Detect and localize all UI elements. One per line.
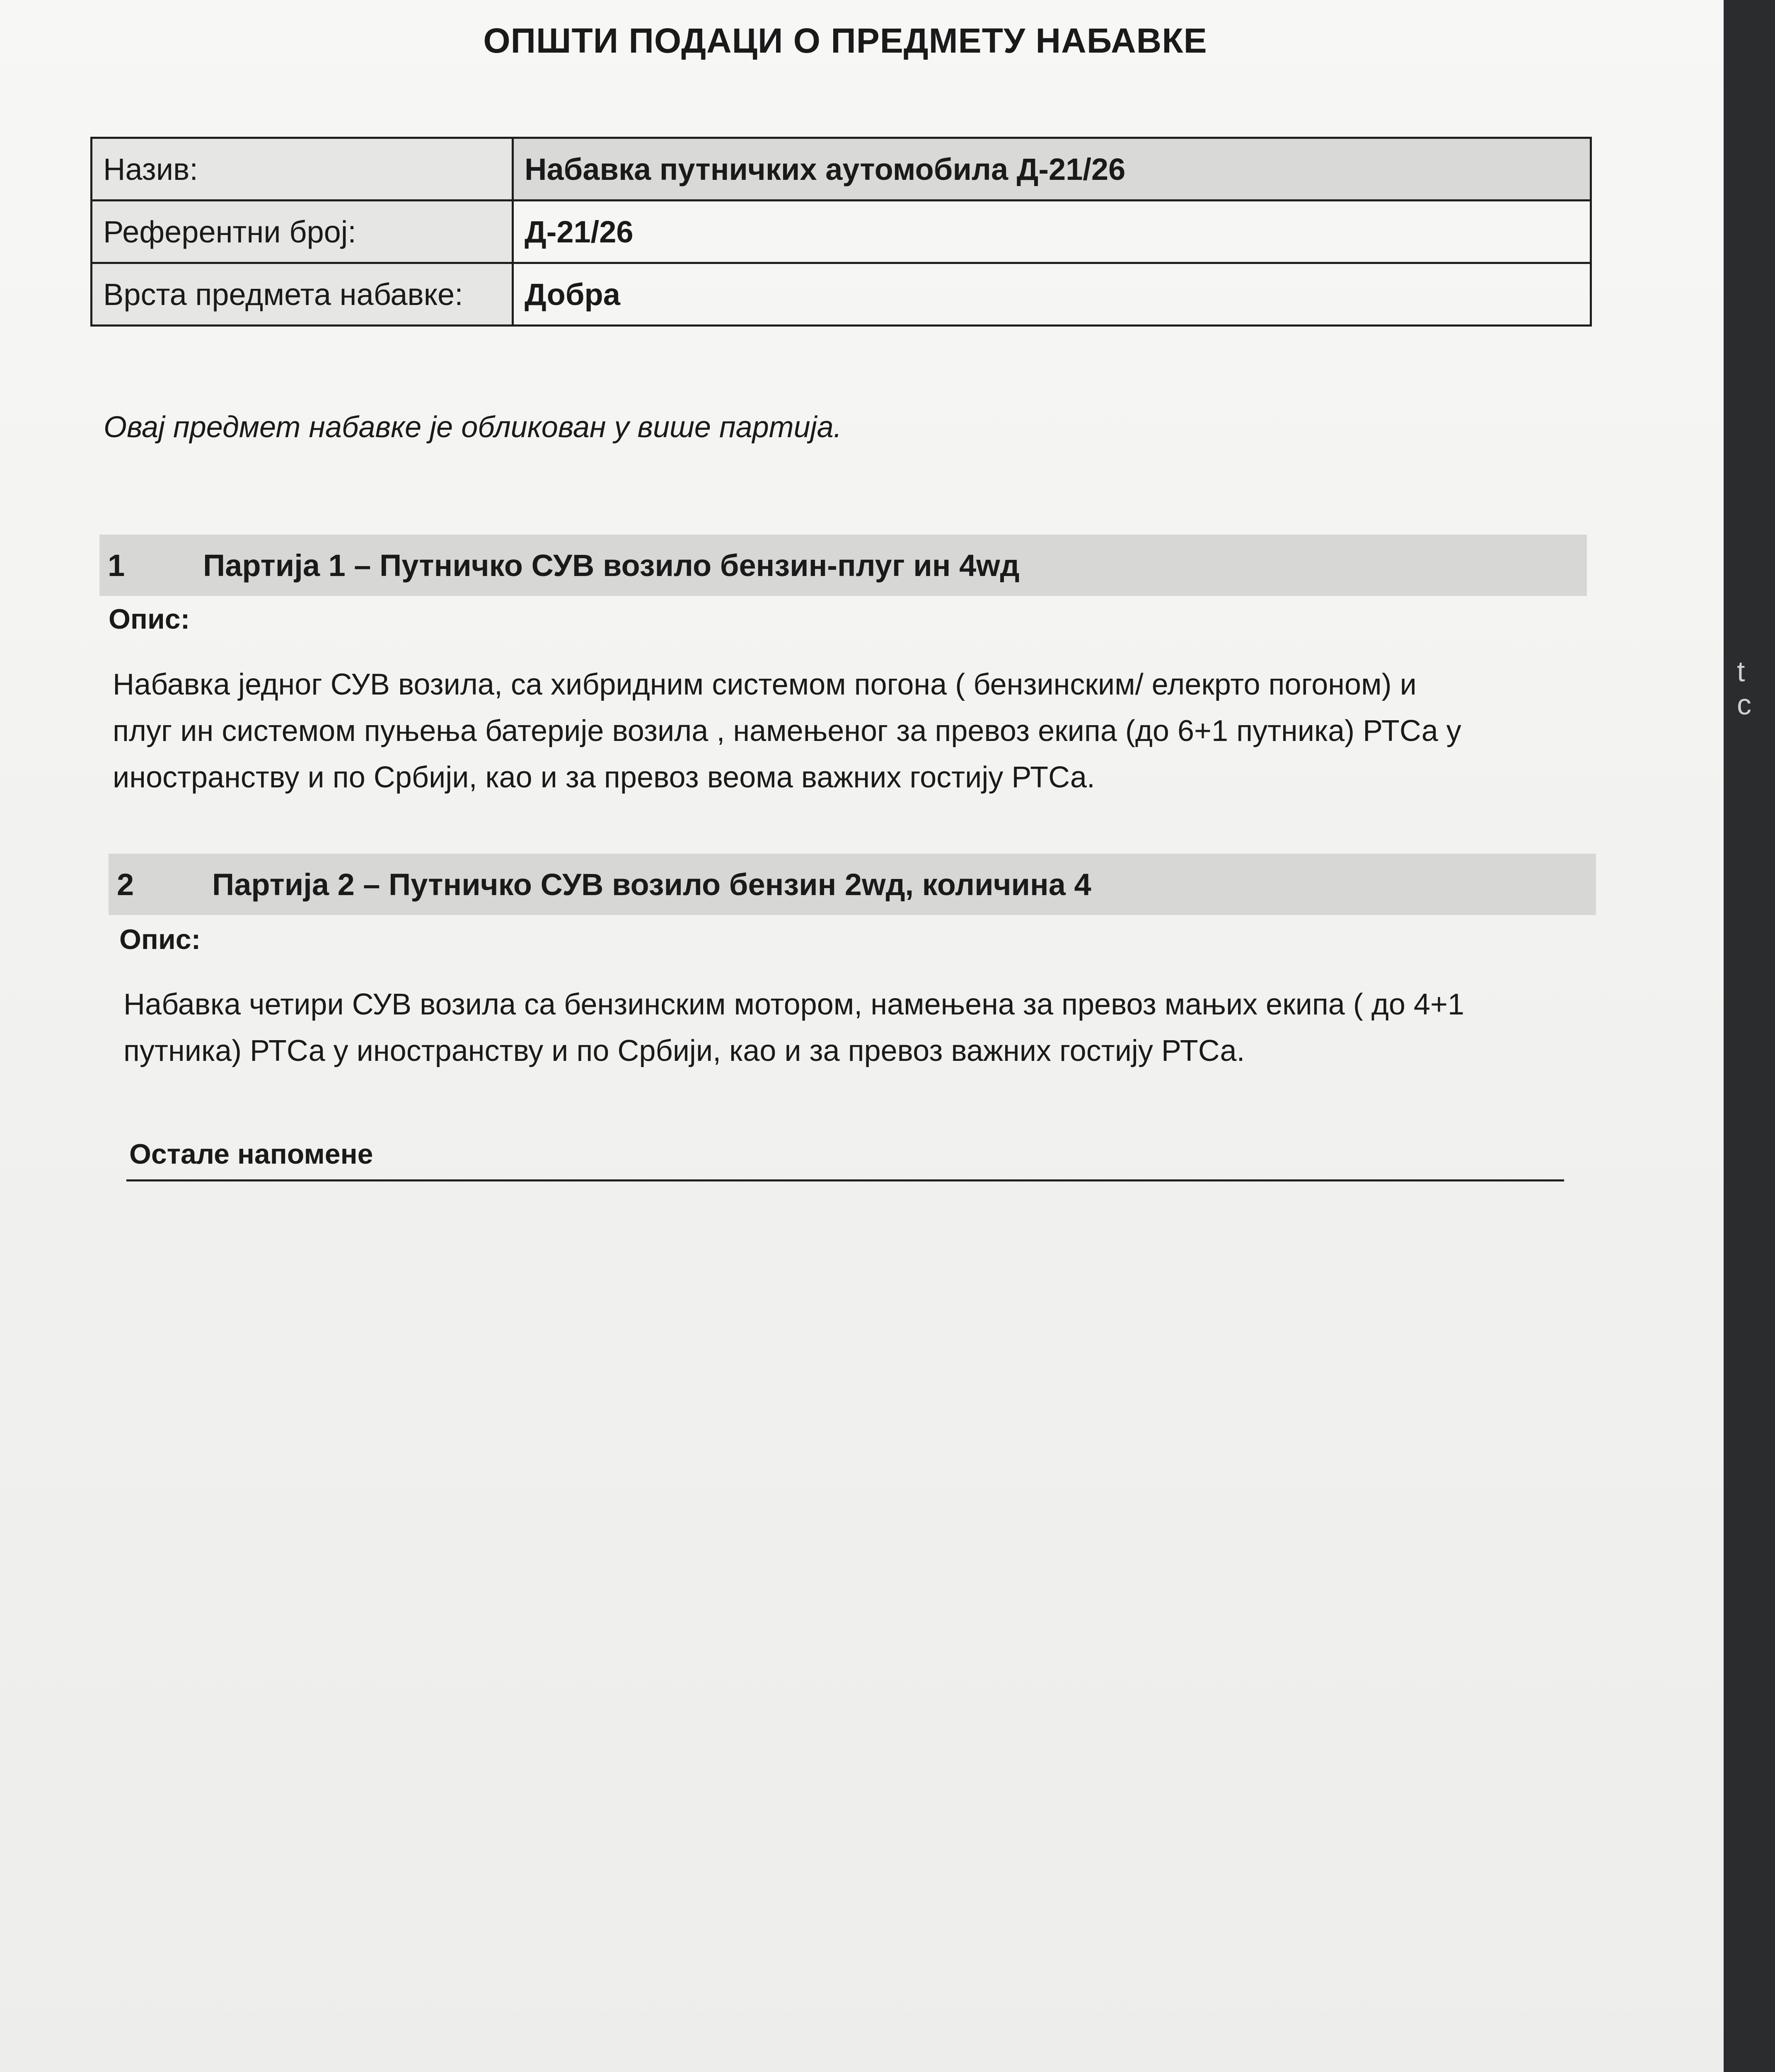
lot-1-header bbox=[99, 535, 1587, 596]
description-line: плуг ин системом пуњења батерије возила , намењеног за превоз екипа (до 6+1 путника) РТСа у bbox=[113, 714, 1461, 748]
description-line: Набавка једног СУВ возила, са хибридним системом погона ( бензинским/ елекрто погоном) и bbox=[113, 668, 1417, 701]
document-title: ОПШТИ ПОДАЦИ О ПРЕДМЕТУ НАБАВКЕ bbox=[483, 21, 1207, 60]
description-line: иностранству и по Србији, као и за превоз веома важних гостију РТСа. bbox=[113, 761, 1095, 794]
description-line: путника) РТСа у иностранству и по Србији, као и за превоз важних гостију РТСа. bbox=[123, 1034, 1245, 1067]
table-row bbox=[92, 138, 1591, 201]
background-edge-letters: t c bbox=[1737, 655, 1755, 721]
reference-number-value: Д-21/26 bbox=[513, 201, 1591, 263]
description-line: Набавка четири СУВ возила са бензинским мотором, намењена за превоз мањих екипа ( до 4+1 bbox=[123, 988, 1465, 1021]
name-value: Набавка путничких аутомобила Д-21/26 bbox=[513, 138, 1591, 201]
lot-1-title: Партија 1 – Путничко СУВ возило бензин-плуг ин 4wд bbox=[203, 548, 1020, 583]
lot-2-description bbox=[123, 981, 1615, 1074]
reference-number-label: Референтни број: bbox=[92, 201, 513, 263]
lot-2-header bbox=[109, 854, 1596, 915]
subject-type-value: Добра bbox=[513, 263, 1591, 326]
other-notes-rule bbox=[126, 1179, 1564, 1181]
lot-1-description-label: Опис: bbox=[109, 603, 190, 635]
lot-1-description bbox=[113, 661, 1604, 801]
lot-1-number: 1 bbox=[108, 548, 125, 583]
background-surface bbox=[1724, 0, 1775, 2072]
lot-2-description-label: Опис: bbox=[119, 924, 201, 955]
other-notes-heading: Остале напомене bbox=[129, 1138, 373, 1170]
name-label: Назив: bbox=[92, 138, 513, 201]
subject-type-label: Врста предмета набавке: bbox=[92, 263, 513, 326]
lot-2-number: 2 bbox=[117, 867, 134, 902]
info-table bbox=[90, 137, 1592, 327]
lots-note: Овај предмет набавке је обликован у више партија. bbox=[104, 411, 842, 444]
table-row bbox=[92, 263, 1591, 326]
lot-2-title: Партија 2 – Путничко СУВ возило бензин 2wд, количина 4 bbox=[212, 867, 1091, 902]
table-row bbox=[92, 201, 1591, 263]
